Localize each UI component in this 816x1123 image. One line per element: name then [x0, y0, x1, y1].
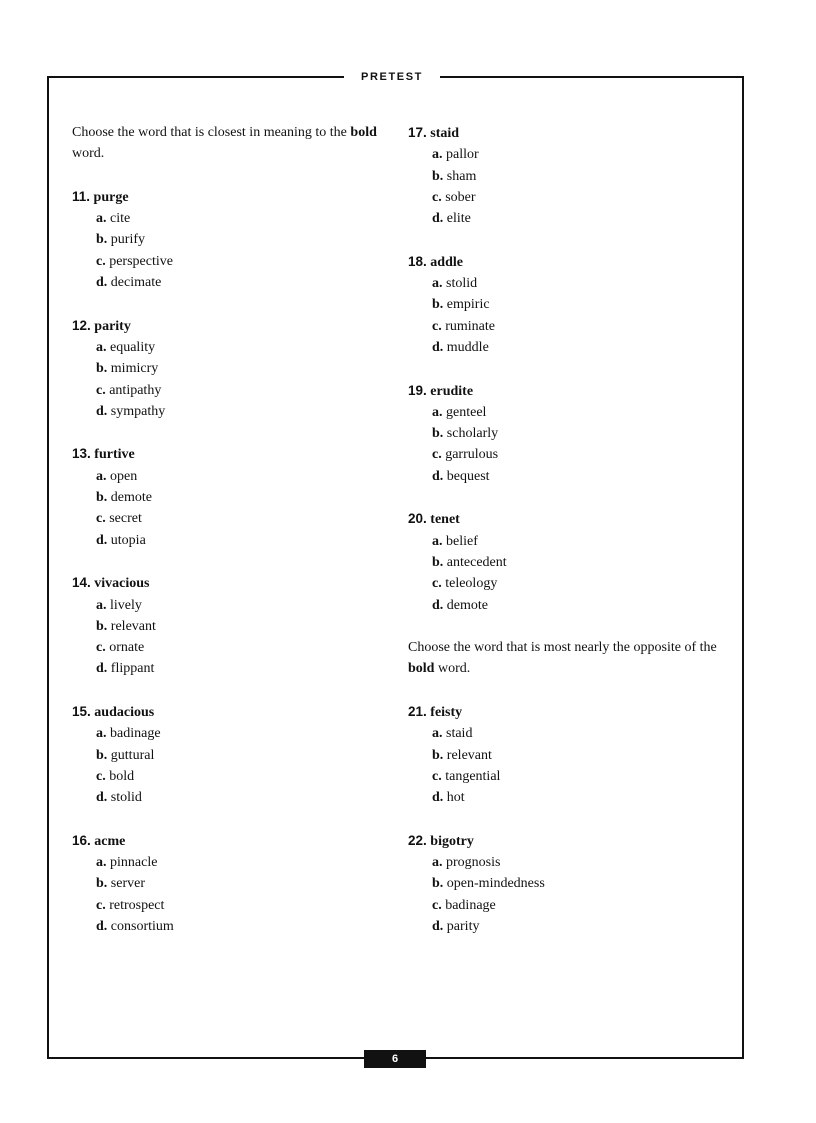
question-number: 11. [72, 188, 91, 204]
question-word: staid [430, 126, 460, 141]
question-20 [408, 508, 728, 615]
question-number: 13. [72, 446, 91, 462]
answer-option[interactable]: b. relevant [96, 618, 156, 634]
question-22 [408, 830, 728, 937]
answer-option[interactable]: a. cite [96, 211, 131, 227]
question-word: parity [94, 318, 131, 334]
answer-option[interactable]: d. demote [432, 597, 489, 613]
answer-option[interactable]: c. antipathy [96, 382, 162, 398]
question-15 [72, 701, 390, 808]
question-11 [72, 186, 390, 293]
answer-option[interactable]: b. relevant [432, 747, 492, 763]
question-number: 20. [408, 511, 427, 527]
answer-option[interactable]: a. prognosis [432, 855, 501, 871]
answer-option[interactable]: d. hot [432, 790, 465, 806]
question-word: audacious [94, 705, 155, 721]
answer-option[interactable]: a. equality [96, 339, 156, 355]
answer-option[interactable]: d. consortium [96, 918, 174, 934]
answer-option[interactable]: b. server [96, 876, 145, 892]
answer-option[interactable]: a. lively [96, 597, 142, 613]
question-word: feisty [430, 705, 463, 721]
left-column [72, 122, 390, 959]
answer-option[interactable]: b. sham [432, 168, 477, 184]
answer-option[interactable]: a. pallor [432, 147, 479, 163]
answer-option[interactable]: a. belief [432, 533, 478, 549]
answer-option[interactable]: a. staid [432, 726, 473, 742]
question-18 [408, 251, 728, 358]
answer-option[interactable]: d. utopia [96, 532, 146, 548]
answer-option[interactable]: c. ornate [96, 640, 145, 656]
answer-option[interactable]: c. secret [96, 511, 142, 527]
question-number: 22. [408, 832, 427, 848]
answer-option[interactable]: d. muddle [432, 339, 489, 355]
answer-option[interactable]: c. tangential [432, 768, 501, 784]
question-word: erudite [430, 383, 474, 399]
question-17 [408, 122, 728, 229]
answer-option[interactable]: a. open [96, 468, 138, 484]
answer-option[interactable]: c. retrospect [96, 897, 165, 913]
question-number: 14. [72, 575, 91, 591]
answer-option[interactable]: d. stolid [96, 790, 142, 806]
question-21 [408, 701, 728, 808]
question-number: 17. [408, 125, 427, 140]
question-number: 18. [408, 253, 427, 269]
question-13 [72, 443, 390, 550]
question-14 [72, 572, 390, 679]
answer-option[interactable]: d. flippant [96, 661, 155, 677]
answer-option[interactable]: a. pinnacle [96, 855, 158, 871]
answer-option[interactable]: d. parity [432, 918, 480, 934]
question-19 [408, 380, 728, 487]
answer-option[interactable]: b. mimicry [96, 361, 159, 377]
answer-option[interactable]: c. sober [432, 189, 476, 205]
question-16 [72, 830, 390, 937]
page-header-title: PRETEST [344, 70, 440, 84]
question-word: acme [94, 833, 126, 849]
question-12 [72, 315, 390, 422]
question-number: 16. [72, 832, 91, 848]
question-number: 12. [72, 317, 91, 333]
answer-option[interactable]: b. demote [96, 490, 153, 506]
answer-option[interactable]: c. ruminate [432, 318, 495, 334]
instruction-synonyms: Choose the word that is closest in meaning to the bold word. [72, 125, 377, 162]
question-number: 19. [408, 382, 427, 398]
instruction-antonyms: Choose the word that is most nearly the opposite of the bold word. [408, 640, 717, 677]
answer-option[interactable]: d. elite [432, 211, 471, 227]
answer-option[interactable]: c. garrulous [432, 447, 499, 463]
answer-option[interactable]: d. bequest [432, 468, 490, 484]
answer-option[interactable]: c. bold [96, 768, 135, 784]
answer-option[interactable]: b. antecedent [432, 554, 507, 570]
answer-option[interactable]: c. perspective [96, 253, 173, 269]
question-number: 21. [408, 704, 427, 720]
answer-option[interactable]: a. genteel [432, 404, 487, 420]
question-word: addle [430, 254, 463, 270]
answer-option[interactable]: c. teleology [432, 576, 498, 592]
question-word: purge [93, 189, 129, 205]
question-word: vivacious [94, 576, 150, 592]
question-word: furtive [94, 447, 135, 463]
answer-option[interactable]: b. purify [96, 232, 146, 248]
answer-option[interactable]: b. scholarly [432, 426, 499, 442]
answer-option[interactable]: a. stolid [432, 276, 478, 292]
question-word: bigotry [430, 833, 474, 849]
answer-option[interactable]: c. badinage [432, 897, 496, 913]
page-number: 6 [364, 1050, 426, 1068]
question-number: 15. [72, 704, 91, 720]
answer-option[interactable]: b. open-mindedness [432, 876, 545, 892]
answer-option[interactable]: b. empiric [432, 297, 490, 313]
right-column [408, 122, 728, 959]
question-word: tenet [430, 512, 460, 528]
answer-option[interactable]: d. sympathy [96, 403, 166, 419]
answer-option[interactable]: d. decimate [96, 275, 162, 291]
answer-option[interactable]: a. badinage [96, 726, 161, 742]
answer-option[interactable]: b. guttural [96, 747, 155, 763]
